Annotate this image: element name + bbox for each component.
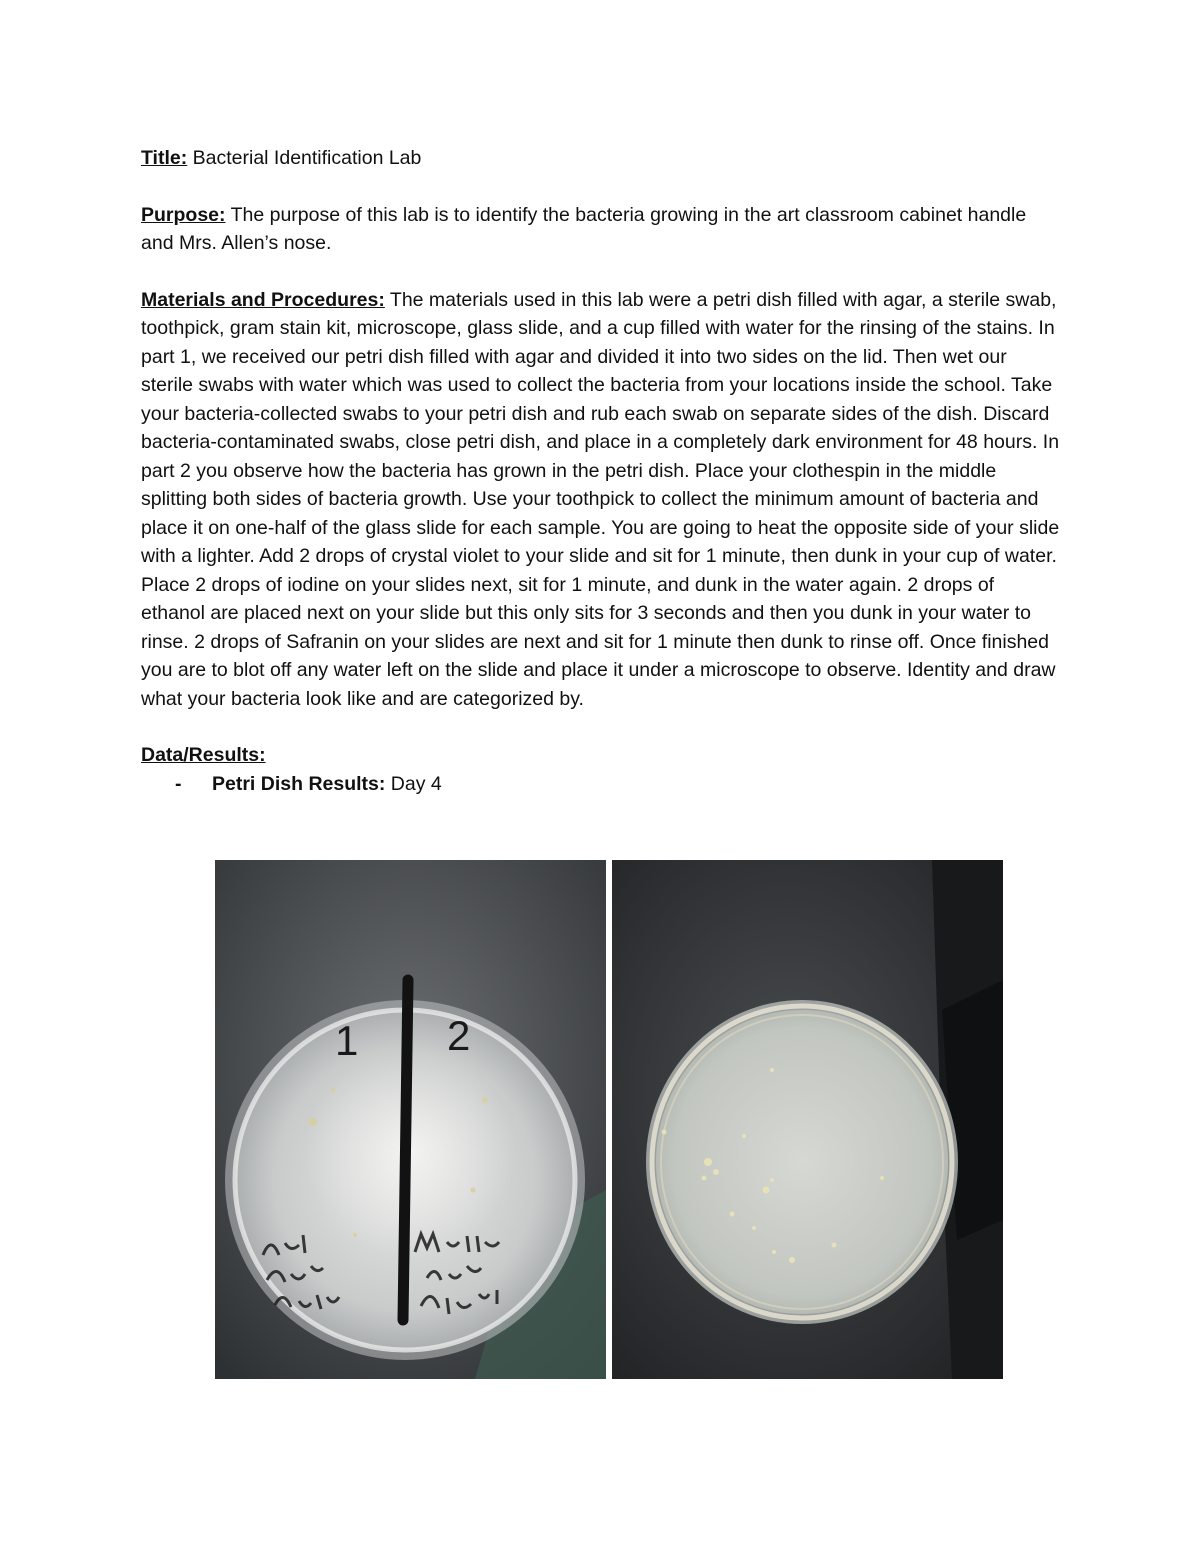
title-text: Bacterial Identification Lab bbox=[187, 147, 422, 169]
materials-text: The materials used in this lab were a petri dish filled with agar, a sterile swab, toothpick, gram stain kit, microscope, glass slide, and a cup filled with water for the rinsing of the stains. In part 1, we received our petri dish filled with agar and divided it into two sides on the lid. Then wet our sterile swabs with water which was used to collect the bacteria from your locations inside the school. Take your bacteria-collected swabs to your petri dish and rub each swab on separate sides of the dish. Discard bacteria-contaminated swabs, close petri dish, and place in a completely dark environment for 48 hours. In part 2 you observe how the bacteria has grown in the petri dish. Place your clothespin in the middle splitting both sides of bacteria growth. Use your toothpick to collect the minimum amount of bacteria and place it on one-half of the glass slide for each sample. You are going to heat the opposite side of your slide with a lighter. Add 2 drops of crystal violet to your slide and sit for 1 minute, then dunk in your cup of water. Place 2 drops of iodine on your slides next, sit for 1 minute, and dunk in the water again. 2 drops of ethanol are placed next on your slide but this only sits for 3 seconds and then you dunk in your water to rinse. 2 drops of Safranin on your slides are next and sit for 1 minute then dunk to rinse off. Once finished you are to blot off any water left on the slide and place it under a microscope to observe. Identity and draw what your bacteria look like and are categorized by. bbox=[141, 288, 1060, 710]
materials-label: Materials and Procedures: bbox=[141, 288, 385, 311]
bullet-dash: - bbox=[175, 772, 182, 795]
results-heading bbox=[141, 741, 1061, 770]
dish-side-one-label: 1 bbox=[335, 1017, 359, 1064]
results-label: Data/Results: bbox=[141, 744, 266, 766]
document-body bbox=[141, 144, 1061, 798]
petri-dish-image-left bbox=[215, 860, 606, 1379]
purpose-label: Purpose: bbox=[141, 203, 226, 226]
title-line bbox=[141, 144, 1061, 173]
petri-results-label: Petri Dish Results: bbox=[212, 772, 386, 795]
petri-dish-photos bbox=[215, 860, 1003, 1379]
purpose-paragraph bbox=[141, 201, 1061, 258]
results-list-item bbox=[141, 770, 1061, 799]
title-label: Title: bbox=[141, 147, 188, 169]
dish-side-two-label: 2 bbox=[447, 1012, 471, 1059]
petri-dish-photo-left bbox=[215, 860, 606, 1379]
petri-dish-photo-right bbox=[612, 860, 1003, 1379]
materials-paragraph bbox=[141, 286, 1061, 714]
petri-results-text: Day 4 bbox=[385, 772, 442, 795]
petri-dish-image-right bbox=[612, 860, 1003, 1379]
purpose-text: The purpose of this lab is to identify the bacteria growing in the art classroom cabinet handle and Mrs. Allen’s nose. bbox=[141, 203, 1027, 254]
